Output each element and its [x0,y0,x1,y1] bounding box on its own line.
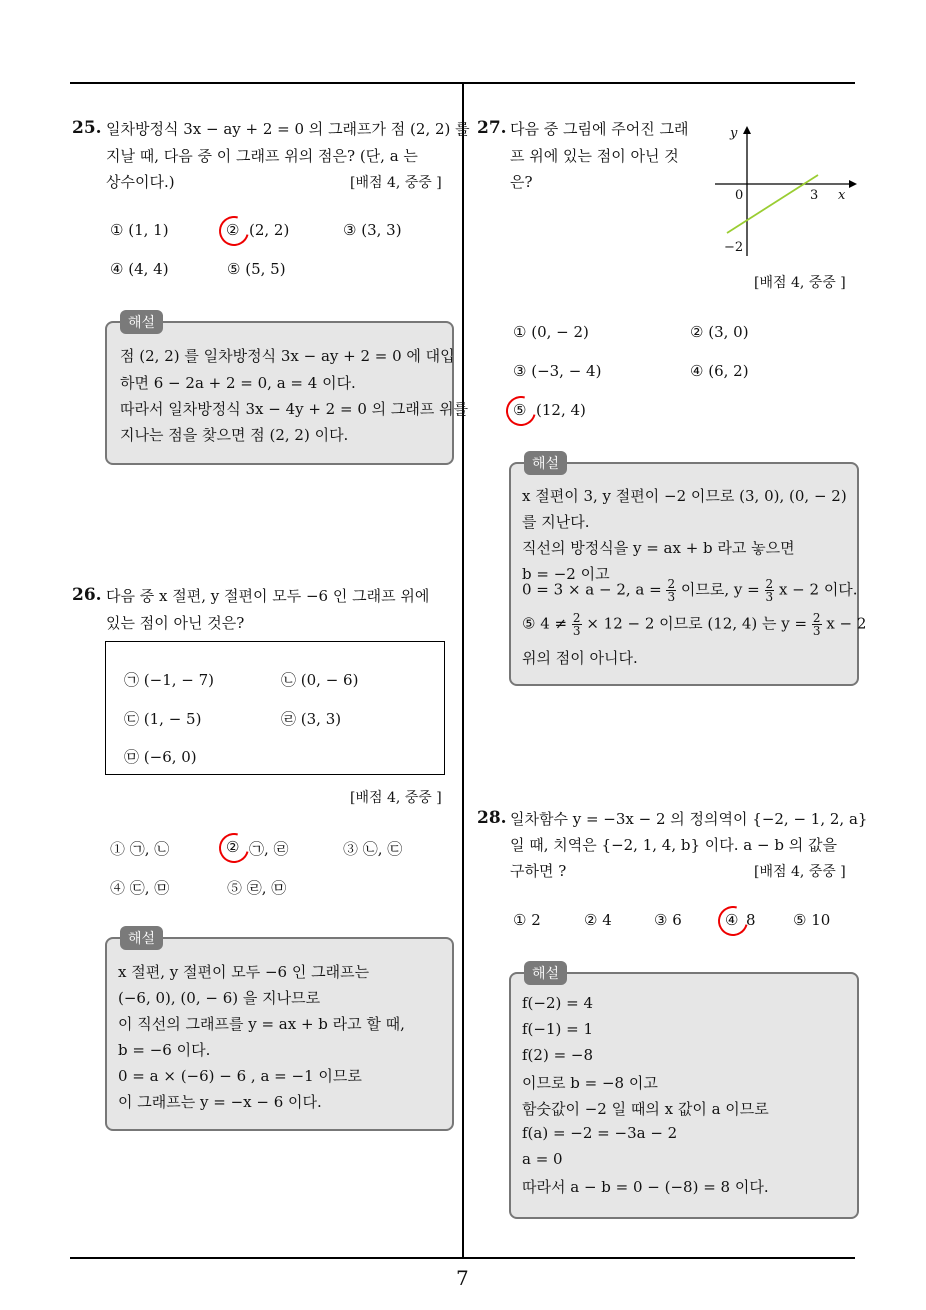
option-2[interactable]: ② 4 [584,911,612,929]
option-3[interactable]: ③ (3, 3) [343,221,402,239]
condition-item: ㉢ (1, − 5) [124,710,202,728]
solution-line: f(−2) = 4 [522,994,594,1012]
question-number: 28. [477,808,507,828]
solution-formula-line [522,612,866,637]
option-3[interactable]: ③ (−3, − 4) [513,362,602,380]
question-text-line: 일차방정식 3x − ay + 2 = 0 의 그래프가 점 (2, 2) 를 [106,120,470,138]
option-1[interactable]: ① (0, − 2) [513,323,589,341]
solution-line: f(2) = −8 [522,1046,594,1064]
solution-line: 이므로 b = −8 이고 [522,1074,658,1092]
condition-item: ㉣ (3, 3) [281,710,342,728]
solution-tag: 해설 [524,961,567,985]
score-label: [배점 4, 중중 ] [754,275,846,291]
solution-line: x 절편이 3, y 절편이 −2 이므로 (3, 0), (0, − 2) [522,487,847,505]
score-label: [배점 4, 중중 ] [350,790,442,806]
solution-line: b = −6 이다. [118,1041,211,1059]
page-number: 7 [456,1266,469,1290]
condition-item: ㉠ (−1, − 7) [124,671,215,689]
graph-y-tick: −2 [724,240,744,255]
answer-mark: ④ [725,911,739,929]
option-2[interactable]: ② (3, 0) [690,323,749,341]
solution-line: 위의 점이 아니다. [522,649,638,667]
graph-x-tick: 3 [810,188,819,203]
solution-tag: 해설 [120,926,163,950]
solution-line: 를 지난다. [522,513,590,531]
option-4[interactable]: ④ ㉢, ㉤ [110,879,170,897]
solution-line: 따라서 일차방정식 3x − 4y + 2 = 0 의 그래프 위를 [120,400,469,418]
solution-line: 함숫값이 −2 일 때의 x 값이 a 이므로 [522,1100,769,1118]
option-4[interactable]: 8 [746,911,756,929]
column-divider [462,84,464,1259]
formula-text: x − 2 [826,614,867,633]
formula-text: 0 = 3 × a − 2, a = [522,580,662,599]
option-3[interactable]: ③ 6 [654,911,682,929]
solution-formula-line [522,578,858,603]
formula-text: × 12 − 2 이므로 (12, 4) 는 y = [586,614,808,633]
fraction: $\frac{2}{3}$ [765,577,774,604]
question-text-line: 은? [510,173,533,191]
solution-line: 이 그래프는 y = −x − 6 이다. [118,1093,322,1111]
option-3[interactable]: ③ ㉡, ㉢ [343,840,403,858]
question-number: 27. [477,118,507,138]
answer-mark: ② [226,221,240,239]
solution-line: 하면 6 − 2a + 2 = 0, a = 4 이다. [120,374,356,392]
question-number: 25. [72,118,102,138]
fraction: $\frac{2}{3}$ [572,611,581,638]
solution-line: f(a) = −2 = −3a − 2 [522,1124,678,1142]
formula-text: 이므로, y = [680,580,760,599]
question-text-line: 있는 점이 아닌 것은? [106,614,245,632]
solution-line: 따라서 a − b = 0 − (−8) = 8 이다. [522,1178,769,1196]
solution-line: b = −2 이고 [522,565,610,583]
option-1[interactable]: ① 2 [513,911,541,929]
fraction: $\frac{2}{3}$ [667,577,676,604]
option-4[interactable]: ④ (6, 2) [690,362,749,380]
graph-origin-label: 0 [735,188,744,203]
score-label: [배점 4, 중중 ] [350,175,442,191]
fraction: $\frac{2}{3}$ [812,611,821,638]
solution-line: 직선의 방정식을 y = ax + b 라고 놓으면 [522,539,795,557]
condition-item: ㉤ (−6, 0) [124,748,197,766]
formula-text: x − 2 이다. [778,580,858,599]
option-2[interactable]: (2, 2) [249,221,290,239]
formula-text: ⑤ 4 ≠ [522,614,568,633]
question-text-line: 프 위에 있는 점이 아닌 것 [510,147,679,165]
option-2[interactable]: ㉠, ㉣ [249,840,289,858]
bottom-rule [70,1257,855,1259]
option-1[interactable]: ① (1, 1) [110,221,169,239]
condition-item: ㉡ (0, − 6) [281,671,359,689]
question-text-line: 일차함수 y = −3x − 2 의 정의역이 {−2, − 1, 2, a} [510,810,868,828]
question-text-line: 지날 때, 다음 중 이 그래프 위의 점은? (단, a 는 [106,147,418,165]
question-number: 26. [72,585,102,605]
option-5[interactable]: (12, 4) [536,401,586,419]
solution-line: 점 (2, 2) 를 일차방정식 3x − ay + 2 = 0 에 대입 [120,347,455,365]
question-text-line: 일 때, 치역은 {−2, 1, 4, b} 이다. a − b 의 값을 [510,836,837,854]
question-text-line: 구하면 ? [510,862,567,880]
solution-line: f(−1) = 1 [522,1020,594,1038]
question-text-line: 다음 중 그림에 주어진 그래 [510,120,689,138]
solution-line: 지나는 점을 찾으면 점 (2, 2) 이다. [120,426,349,444]
solution-line: 0 = a × (−6) − 6 , a = −1 이므로 [118,1067,362,1085]
solution-line: x 절편, y 절편이 모두 −6 인 그래프는 [118,963,370,981]
answer-mark: ② [226,838,240,856]
graph-x-label: x [838,188,846,203]
solution-line: 이 직선의 그래프를 y = ax + b 라고 할 때, [118,1015,405,1033]
solution-line: (−6, 0), (0, − 6) 을 지나므로 [118,989,321,1007]
solution-tag: 해설 [524,451,567,475]
score-label: [배점 4, 중중 ] [754,864,846,880]
option-5[interactable]: ⑤ (5, 5) [227,260,286,278]
option-5[interactable]: ⑤ ㉣, ㉤ [227,879,287,897]
solution-line: a = 0 [522,1150,563,1168]
question-text-line: 다음 중 x 절편, y 절편이 모두 −6 인 그래프 위에 [106,587,430,605]
solution-tag: 해설 [120,310,163,334]
option-4[interactable]: ④ (4, 4) [110,260,169,278]
graph-y-label: y [730,126,738,141]
option-1[interactable]: ① ㉠, ㉡ [110,840,170,858]
option-5[interactable]: ⑤ 10 [793,911,831,929]
question-text-line: 상수이다.) [106,173,175,191]
answer-mark: ⑤ [513,401,527,419]
